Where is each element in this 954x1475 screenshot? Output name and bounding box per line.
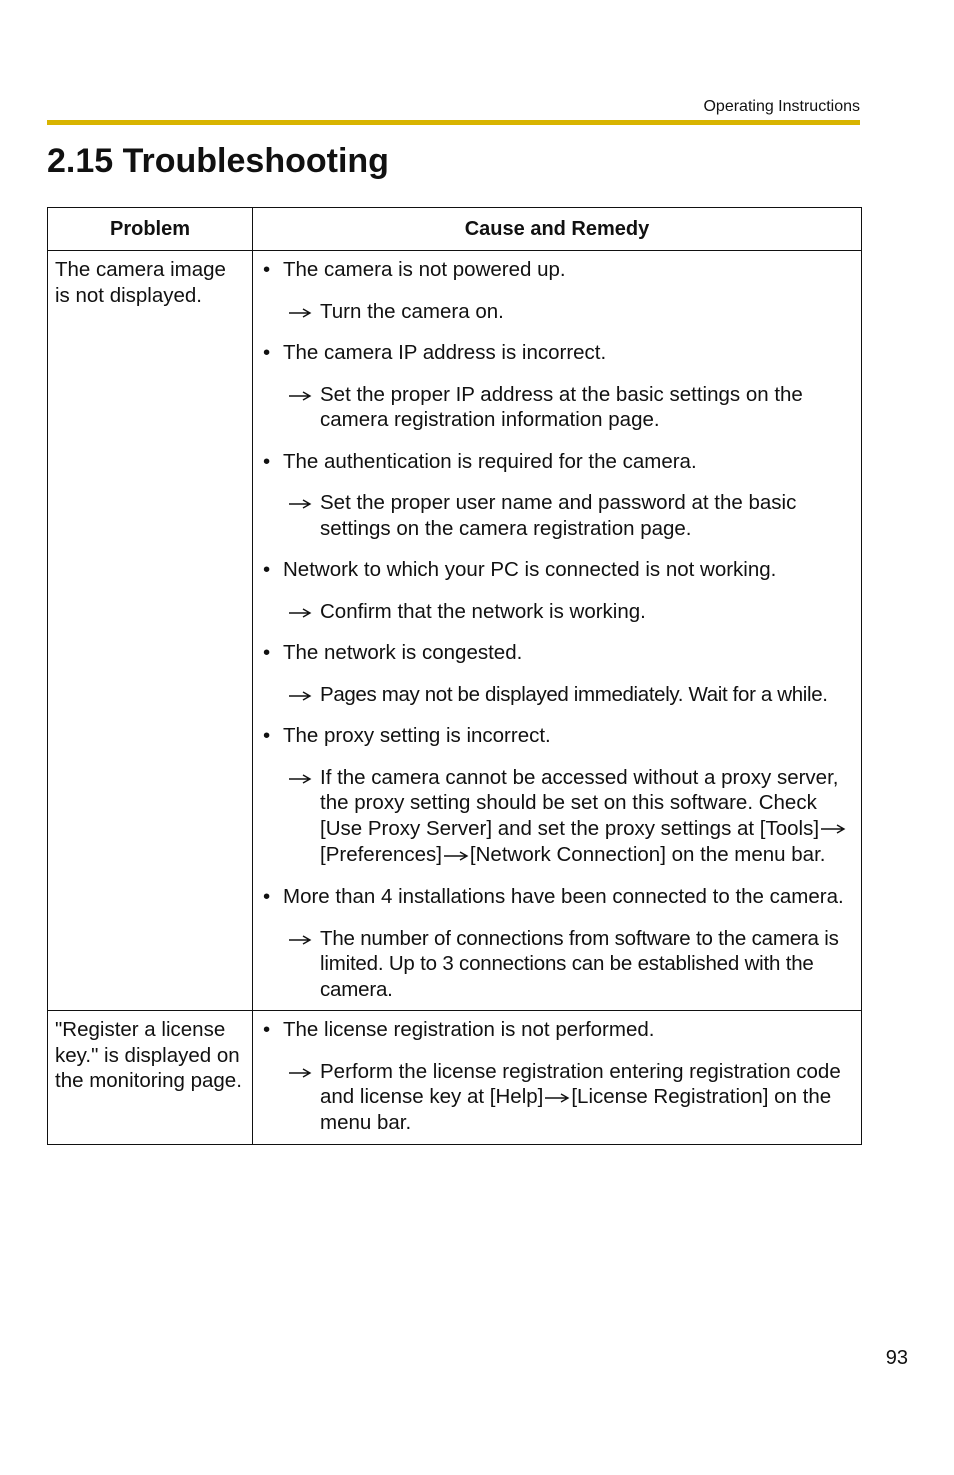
cause-text: The network is congested. [283,641,523,664]
cause-text: The proxy setting is incorrect. [283,724,551,747]
remedy-line [260,765,855,869]
arrow-right-icon [260,765,320,869]
remedy-text-part: [Network Connection] on the menu bar. [469,842,826,866]
cause-text: The camera is not powered up. [283,258,566,281]
cause-remedy-entry [260,1017,855,1136]
page-title: 2.15 Troubleshooting [47,142,389,180]
cause-remedy-entry [260,640,855,707]
cause-text: The license registration is not performed. [283,1018,655,1042]
arrow-right-icon [260,682,320,708]
remedy-line [260,682,855,708]
remedy-line [260,299,855,325]
remedy-text-part: [License Registration] on the menu bar. [320,1085,832,1135]
cause-line [260,257,855,283]
remedy-text: The number of connections from software to the camera is limited. Up to 3 connections can be established with the camera. [320,926,839,1001]
cause-remedy-entry [260,449,855,542]
problem-cell: "Register a license key." is displayed on the monitoring page. [48,1011,253,1145]
cause-remedy-entry [260,257,855,324]
menu-path-arrow-icon [443,843,469,869]
cause-line [260,340,855,366]
cause-remedy-entry [260,884,855,1002]
remedy-line [260,599,855,625]
remedy-line [260,926,855,1003]
remedy-line [260,1059,855,1136]
cause-remedy-entry [260,557,855,624]
arrow-right-icon [260,1059,320,1136]
remedy-text [320,765,855,869]
cause-text: Network to which your PC is connected is not working. [283,558,777,581]
bullet-icon: • [263,1018,271,1042]
running-header: Operating Instructions [703,98,860,115]
page-number: 93 [885,1347,908,1369]
arrow-right-icon [260,926,320,1003]
arrow-right-icon [260,599,320,625]
remedy-line [260,490,855,541]
bullet-icon: • [263,724,271,747]
remedy-text: Pages may not be displayed immediately. Wait for a while. [320,682,828,706]
header-rule [47,120,860,125]
cause-text: The authentication is required for the camera. [283,449,697,473]
problem-column-header: Problem [48,208,253,251]
arrow-right-icon [260,490,320,541]
table-row [48,1011,862,1145]
arrow-right-icon [260,299,320,325]
table-header-row [48,208,862,251]
remedy-text: Turn the camera on. [320,299,504,323]
arrow-right-icon [260,382,320,433]
problem-cell: The camera image is not displayed. [48,251,253,1011]
remedy-line [260,382,855,433]
remedy-text [320,1059,855,1136]
cause-text: More than 4 installations have been connected to the camera. [283,885,844,909]
remedy-text: Set the proper user name and password at the basic settings on the camera registration page. [320,491,797,540]
cause-remedy-column-header: Cause and Remedy [253,208,862,251]
cause-text: The camera IP address is incorrect. [283,341,607,364]
cause-line [260,640,855,666]
cause-line [260,449,855,475]
remedy-text-part: [Preferences] [320,842,442,866]
cause-line [260,723,855,749]
menu-path-arrow-icon [820,816,846,842]
bullet-icon: • [263,641,271,664]
cause-line [260,1017,855,1043]
remedy-text: Confirm that the network is working. [320,599,646,623]
bullet-icon: • [263,558,271,581]
cause-line [260,884,855,910]
cause-line [260,557,855,583]
remedy-cell [253,1011,862,1145]
table-row [48,251,862,1011]
bullet-icon: • [263,341,271,364]
troubleshooting-table-container [47,207,861,1145]
bullet-icon: • [263,258,271,281]
bullet-icon: • [263,449,271,473]
remedy-text: Set the proper IP address at the basic settings on the camera registration information page. [320,382,803,431]
remedy-text-part: If the camera cannot be accessed without a proxy server, the proxy setting should be set on this software. Check [Use Proxy Server] and set the proxy settings at [Tools] [320,765,839,840]
remedy-text-part: Perform the license registration entering registration code and license key at [Help] [320,1059,841,1109]
cause-remedy-entry [260,723,855,868]
remedy-cell [253,251,862,1011]
cause-remedy-entry [260,340,855,433]
troubleshooting-table [47,207,862,1145]
menu-path-arrow-icon [544,1085,570,1111]
bullet-icon: • [263,885,271,909]
